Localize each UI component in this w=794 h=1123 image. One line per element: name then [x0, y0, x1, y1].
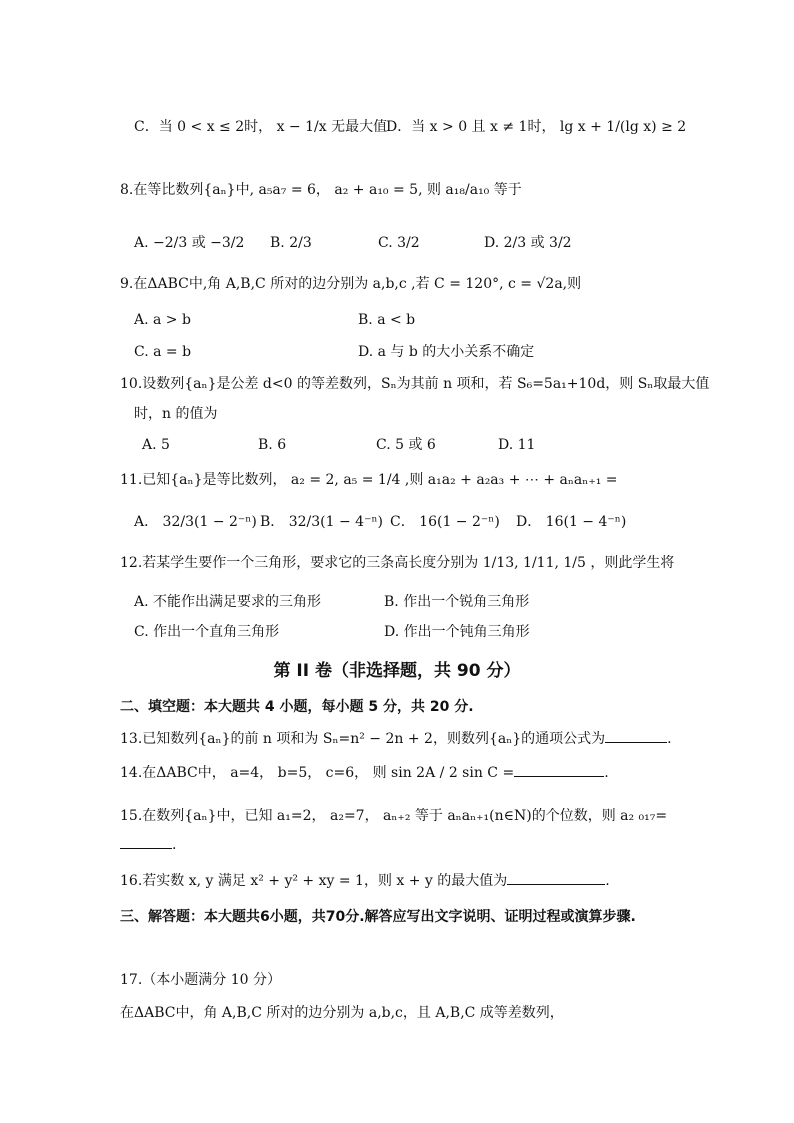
part-2-title: 第 II 卷（非选择题，共 90 分）: [273, 661, 521, 681]
q7-option-d: D．当 x > 0 且 x ≠ 1时， lg x + 1/(lg x) ≥ 2: [386, 119, 687, 135]
q15-text: 15.在数列{aₙ}中，已知 a₁=2， a₂=7， aₙ₊₂ 等于 aₙaₙ₊₁(n∈N)的个位数，则 a₂ ₀₁₇=: [120, 808, 668, 824]
q11-option-c: C． 16(1 − 2⁻ⁿ): [390, 514, 500, 530]
q12-option-d: D. 作出一个钝角三角形: [384, 624, 530, 640]
q7-option-c: C．当 0 < x ≤ 2时， x − 1/x 无最大值: [134, 119, 388, 135]
q15-period: .: [172, 837, 177, 853]
q8-option-c: C. 3/2: [378, 235, 420, 251]
question-16: [120, 870, 610, 891]
q16-period: .: [605, 873, 610, 889]
q12-stem: 12.若某学生要作一个三角形，要求它的三条高长度分别为 1/13, 1/11, 1/5 ，则此学生将: [120, 555, 675, 571]
q8-option-a: A. −2/3 或 −3/2: [134, 235, 245, 251]
q12-option-b: B. 作出一个锐角三角形: [384, 594, 530, 610]
question-14: [120, 762, 609, 783]
q14-answer-blank[interactable]: [514, 762, 604, 777]
q10-stem-line-1: 10.设数列{aₙ}是公差 d<0 的等差数列，Sₙ为其前 n 项和，若 S₆=5a₁+10d，则 Sₙ取最大值: [120, 376, 710, 392]
section-2-heading: 二、填空题：本大题共 4 小题，每小题 5 分，共 20 分.: [120, 699, 474, 715]
q14-text: 14.在ΔABC中， a=4， b=5， c=6， 则 sin 2A / 2 sin C =: [120, 765, 515, 781]
q16-text: 16.若实数 x, y 满足 x² + y² + xy = 1，则 x + y 的最大值为: [120, 873, 508, 889]
q9-option-b: B. a < b: [358, 312, 416, 328]
q8-option-b: B. 2/3: [270, 235, 312, 251]
q16-answer-blank[interactable]: [507, 870, 605, 885]
q12-option-c: C. 作出一个直角三角形: [134, 624, 280, 640]
q11-stem: 11.已知{aₙ}是等比数列， a₂ = 2, a₅ = 1/4 ,则 a₁a₂ + a₂a₃ + ⋯ + aₙaₙ₊₁ =: [120, 472, 618, 488]
q13-text: 13.已知数列{aₙ}的前 n 项和为 Sₙ=n² − 2n + 2，则数列{aₙ}的通项公式为: [120, 731, 606, 747]
q11-option-b: B． 32/3(1 − 4⁻ⁿ): [260, 514, 383, 530]
q11-option-a: A． 32/3(1 − 2⁻ⁿ): [134, 514, 257, 530]
q13-answer-blank[interactable]: [605, 728, 667, 743]
q9-option-c: C. a = b: [134, 344, 192, 360]
section-3-heading: 三、解答题：本大题共6小题，共70分.解答应写出文字说明、证明过程或演算步骤.: [120, 909, 636, 925]
q13-period: .: [667, 731, 672, 747]
question-13: [120, 728, 672, 749]
q10-option-b: B. 6: [258, 437, 287, 453]
q14-period: .: [604, 765, 609, 781]
q10-option-c: C. 5 或 6: [376, 437, 436, 453]
q9-option-d: D. a 与 b 的大小关系不确定: [358, 344, 535, 360]
q10-stem-line-2: 时，n 的值为: [134, 406, 218, 422]
q9-option-a: A. a > b: [134, 312, 191, 328]
q8-option-d: D. 2/3 或 3/2: [484, 235, 572, 251]
q11-option-d: D． 16(1 − 4⁻ⁿ): [516, 514, 627, 530]
q17-body: 在ΔABC中，角 A,B,C 所对的边分别为 a,b,c，且 A,B,C 成等差数列，: [120, 1005, 564, 1021]
q10-option-a: A. 5: [142, 437, 170, 453]
q17-heading: 17.（本小题满分 10 分）: [120, 972, 281, 988]
q10-option-d: D. 11: [498, 437, 536, 453]
q9-stem: 9.在ΔABC中,角 A,B,C 所对的边分别为 a,b,c ,若 C = 120°, c = √2a,则: [120, 276, 582, 292]
q12-option-a: A. 不能作出满足要求的三角形: [134, 594, 322, 610]
q15-answer-blank[interactable]: [120, 834, 172, 849]
q8-stem: 8.在等比数列{aₙ}中, a₅a₇ = 6， a₂ + a₁₀ = 5, 则 a₁₈/a₁₀ 等于: [120, 182, 522, 198]
q15-line-2: [120, 834, 176, 855]
